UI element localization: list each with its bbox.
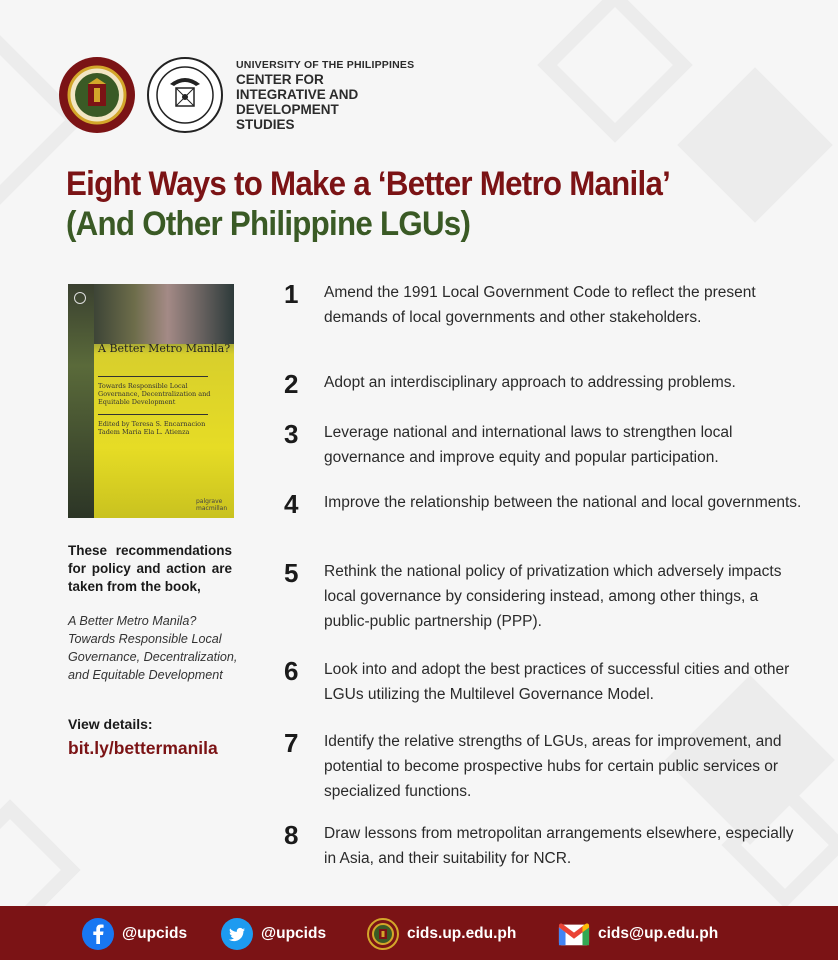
book-cover-subtitle: Towards Responsible Local Governance, Decentralization and Equitable Development (98, 382, 211, 406)
recommendation-number: 8 (284, 820, 299, 850)
twitter-handle: @upcids (261, 925, 327, 942)
facebook-icon (82, 918, 114, 950)
recommendation-number: 2 (284, 369, 299, 399)
up-seal-icon (58, 56, 136, 134)
facebook-handle: @upcids (122, 925, 188, 942)
website-url: cids.up.edu.ph (407, 925, 517, 942)
recommendation-item (284, 280, 804, 330)
book-cover-spine (68, 284, 94, 518)
source-note: These recommendations for policy and action are taken from the book, (68, 543, 232, 594)
details-link[interactable]: bit.ly/bettermanila (68, 738, 218, 758)
recommendation-item (284, 559, 804, 634)
recommendation-text: Leverage national and international laws to strengthen local governance and improve equity and popular participation. (324, 424, 733, 466)
recommendation-number: 3 (284, 419, 299, 449)
email-address: cids@up.edu.ph (598, 925, 719, 942)
recommendation-item (284, 657, 804, 707)
recommendation-text: Identify the relative strengths of LGUs, areas for improvement, and potential to become prospective hubs for certain public services or specialized functions. (324, 733, 782, 800)
recommendation-number: 5 (284, 558, 299, 588)
publisher-mark-icon (74, 292, 86, 304)
recommendation-text: Adopt an interdisciplinary approach to addressing problems. (324, 374, 736, 391)
recommendation-item (284, 370, 804, 398)
org-line-1: CENTER FOR (236, 71, 324, 87)
footer-bar (0, 906, 838, 960)
recommendation-text: Amend the 1991 Local Government Code to reflect the present demands of local governments and other stakeholders. (324, 284, 756, 326)
view-details-label: View details: (68, 716, 153, 732)
recommendation-text: Improve the relationship between the national and local governments. (324, 494, 802, 511)
recommendation-number: 4 (284, 489, 299, 519)
book-cover-rule-2 (98, 414, 208, 415)
title-line-2: (And Other Philippine LGUs) (66, 205, 471, 243)
twitter-link[interactable] (221, 918, 326, 950)
bg-diamond-top-right (537, 0, 693, 143)
header (58, 56, 414, 134)
book-cover (68, 284, 234, 518)
recommendation-item (284, 420, 804, 470)
recommendation-item (284, 821, 804, 871)
recommendation-text: Rethink the national policy of privatization which adversely impacts local governance by considering instead, among other things, a public-public partnership (PPP). (324, 563, 782, 630)
org-line-4: STUDIES (236, 116, 295, 132)
title-line-1: Eight Ways to Make a ‘Better Metro Manila’ (66, 165, 671, 203)
website-link[interactable] (367, 918, 516, 950)
twitter-icon (221, 918, 253, 950)
org-line-2: INTEGRATIVE AND (236, 86, 359, 102)
gmail-icon (558, 918, 590, 950)
recommendation-item (284, 490, 804, 518)
book-cover-publisher: palgrave macmillan (196, 498, 228, 512)
bg-diamond-solid-right (677, 67, 833, 223)
org-name (236, 59, 414, 132)
recommendation-number: 1 (284, 279, 299, 309)
email-link[interactable] (558, 918, 718, 950)
facebook-link[interactable] (82, 918, 187, 950)
book-cover-title: A Better Metro Manila? (98, 342, 231, 355)
source-book-title: A Better Metro Manila? Towards Responsible Local Governance, Decentralization, and Equitable Development (68, 614, 238, 682)
recommendation-number: 7 (284, 728, 299, 758)
book-cover-rule (98, 376, 208, 377)
recommendation-text: Look into and adopt the best practices of successful cities and other LGUs utilizing the Multilevel Governance Model. (324, 661, 790, 703)
book-cover-editors: Edited by Teresa S. Encarnacion Tadem Maria Ela L. Atienza (98, 420, 206, 436)
cids-seal-icon (146, 56, 224, 134)
recommendation-item (284, 729, 804, 804)
page-title (66, 164, 670, 244)
up-logo-icon (367, 918, 399, 950)
org-university: UNIVERSITY OF THE PHILIPPINES (236, 58, 415, 71)
recommendation-number: 6 (284, 656, 299, 686)
recommendation-text: Draw lessons from metropolitan arrangements elsewhere, especially in Asia, and their suitability for NCR. (324, 825, 794, 867)
org-line-3: DEVELOPMENT (236, 101, 339, 117)
